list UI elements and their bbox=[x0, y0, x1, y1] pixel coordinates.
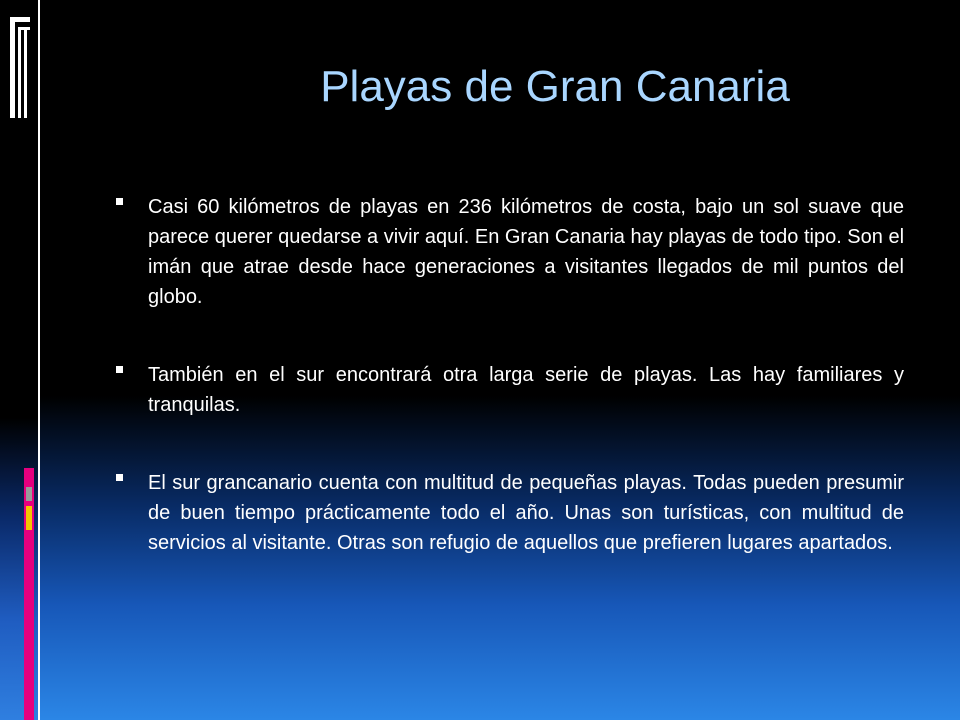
square-bullet-icon bbox=[116, 474, 123, 481]
slide-title: Playas de Gran Canaria bbox=[320, 62, 790, 111]
bullet-item bbox=[114, 192, 904, 312]
square-bullet-icon bbox=[116, 198, 123, 205]
bullet-text: El sur grancanario cuenta con multitud de pequeñas playas. Todas pueden presumir de buen tiempo prácticamente todo el año. Unas son turísticas, con multitud de servicios al visitante. Otras son refugio de aquellos que prefieren lugares apartados. bbox=[148, 472, 904, 554]
slide-content bbox=[114, 192, 904, 606]
bullet-item bbox=[114, 468, 904, 558]
square-bullet-icon bbox=[116, 366, 123, 373]
gray-accent-block bbox=[26, 487, 32, 501]
bullet-text: También en el sur encontrará otra larga serie de playas. Las hay familiares y tranquilas. bbox=[148, 364, 904, 416]
bullet-text: Casi 60 kilómetros de playas en 236 kilómetros de costa, bajo un sol suave que parece querer quedarse a vivir aquí. En Gran Canaria hay playas de todo tipo. Son el imán que atrae desde hace generaciones a visitantes llegados de mil puntos del globo. bbox=[148, 196, 905, 308]
bullet-item bbox=[114, 360, 904, 420]
yellow-accent-block bbox=[26, 506, 32, 530]
